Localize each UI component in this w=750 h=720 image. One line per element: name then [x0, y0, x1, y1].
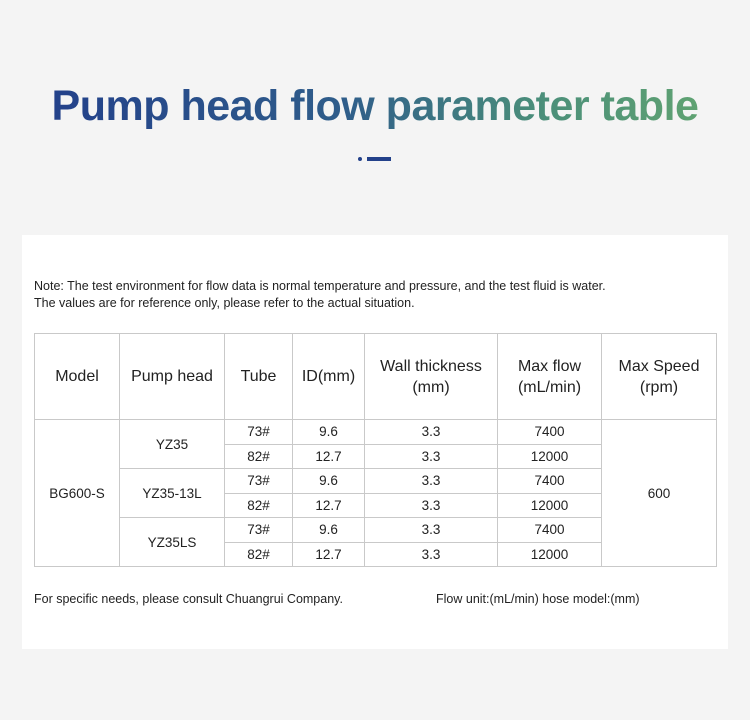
header-tube: Tube	[225, 334, 293, 420]
table-header-row	[35, 334, 717, 420]
id-cell: 9.6	[293, 518, 365, 543]
id-cell: 12.7	[293, 493, 365, 518]
id-cell: 12.7	[293, 542, 365, 567]
id-cell: 12.7	[293, 444, 365, 469]
parameter-table	[34, 333, 717, 567]
unit-note: Flow unit:(mL/min) hose model:(mm)	[436, 592, 640, 606]
note-line-2: The values are for reference only, please refer to the actual situation.	[34, 296, 415, 310]
divider-dot	[358, 157, 362, 161]
header-max-speed: Max Speed (rpm)	[602, 334, 717, 420]
max-speed-cell: 600	[602, 420, 717, 567]
page-title	[0, 82, 750, 131]
tube-cell: 82#	[225, 444, 293, 469]
tube-cell: 82#	[225, 542, 293, 567]
table-row	[35, 420, 717, 445]
flow-cell: 12000	[498, 493, 602, 518]
wall-cell: 3.3	[365, 542, 498, 567]
wall-cell: 3.3	[365, 420, 498, 445]
consult-note: For specific needs, please consult Chuangrui Company.	[34, 592, 343, 606]
pump-head-cell: YZ35	[120, 420, 225, 469]
test-note	[34, 278, 724, 312]
pump-head-cell: YZ35LS	[120, 518, 225, 567]
divider-bar	[367, 157, 391, 161]
header-wall-thickness: Wall thickness (mm)	[365, 334, 498, 420]
wall-cell: 3.3	[365, 469, 498, 494]
title-divider	[358, 157, 392, 161]
header-model: Model	[35, 334, 120, 420]
header-max-flow: Max flow (mL/min)	[498, 334, 602, 420]
tube-cell: 73#	[225, 420, 293, 445]
wall-cell: 3.3	[365, 444, 498, 469]
flow-cell: 12000	[498, 444, 602, 469]
flow-cell: 7400	[498, 518, 602, 543]
id-cell: 9.6	[293, 469, 365, 494]
id-cell: 9.6	[293, 420, 365, 445]
flow-cell: 7400	[498, 469, 602, 494]
flow-cell: 12000	[498, 542, 602, 567]
flow-cell: 7400	[498, 420, 602, 445]
note-line-1: Note: The test environment for flow data is normal temperature and pressure, and the test fluid is water.	[34, 279, 606, 293]
parameter-card	[22, 235, 728, 649]
pump-head-cell: YZ35-13L	[120, 469, 225, 518]
wall-cell: 3.3	[365, 518, 498, 543]
tube-cell: 73#	[225, 469, 293, 494]
wall-cell: 3.3	[365, 493, 498, 518]
header-pump-head: Pump head	[120, 334, 225, 420]
page-title-text: Pump head flow parameter table	[51, 82, 699, 130]
tube-cell: 82#	[225, 493, 293, 518]
model-cell: BG600-S	[35, 420, 120, 567]
tube-cell: 73#	[225, 518, 293, 543]
header-id: ID(mm)	[293, 334, 365, 420]
